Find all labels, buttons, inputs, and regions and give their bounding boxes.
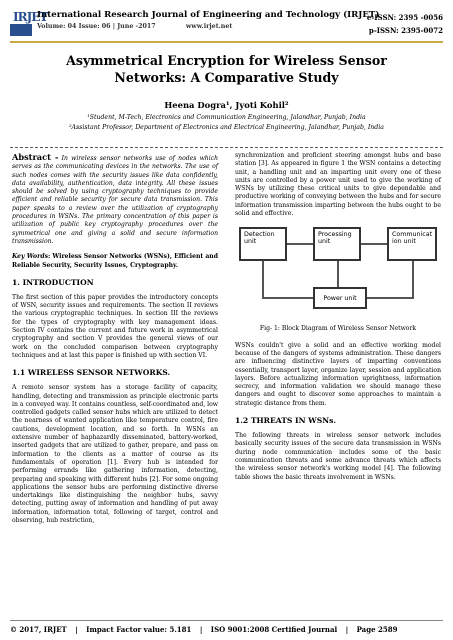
left-column — [12, 152, 218, 532]
affiliation-2: ²Assistant Professor, Department of Electronics and Electrical Engineering, Jalandhar, Punjab, India — [69, 124, 384, 131]
issn-block — [367, 11, 443, 37]
section-separator — [10, 147, 443, 148]
communication-unit-box: Communicat ion unit — [387, 227, 437, 261]
footer-impact-factor: Impact Factor value: 5.181 — [86, 625, 192, 634]
header-rule — [10, 41, 443, 43]
heading-threats: 1.2 THREATS IN WSNs. — [235, 416, 337, 426]
block-diagram — [235, 225, 441, 321]
wsn-text: A remote sensor system has a storage facility of capacity, handling, detecting and transmission as principle electronic parts in a conveyed way. It contains countless, self-coordinated and, low controlled gadgets called sensor hubs which are utilized to detect the nearness of wanted application like temperature control, fire cautions, development location, and so forth. In WSNs an extensive number of haphazardly disseminated, battery-worked, inserted gadgets that are utilized to gather, prepare, and pass on information to the clients as a matter of course as its fundamentals of operation [1]. Every hub is intended for performing errands like gathering information, detecting, preparing and speaking with different hubs [2]. For some ongoing applications the sensor hubs are performing distinctive diverse undertakings like distinguishing the neighbor hubs, savvy detecting, putting away of information and handling of put away information, information total, following of target, control and observing, hub restriction, — [12, 384, 218, 524]
heading-wsn: 1.1 WIRELESS SENSOR NETWORKS. — [12, 368, 171, 378]
right-paragraph-1: synchronization and proficient steering amongst hubs and base station [3]. As appeared in figure 1 the WSN contains a detecting unit, a handling unit and an imparting unit every one of these units are controlled by a power unit used to give the working of WSNs by utilizing these critical units to give dependable and productive working of conveying between the hubs and for secure information transmission imparting between the hubs ought to be solid and effective. — [235, 152, 441, 218]
right-column — [235, 152, 441, 489]
keywords-label: Key Words — [12, 253, 49, 261]
right-paragraph-3: The following threats in wireless sensor network includes basically security issues of the secure data transmission in WSNs during node communication includes some of the basic communication threats and some advance threats which affects the wireless sensor network's working model [4]. The following table shows the basic threats involvement in WSNs. — [235, 432, 441, 481]
abstract-label: Abstract - — [12, 152, 59, 162]
footer-page-number: Page 2589 — [356, 625, 398, 634]
keywords — [12, 253, 218, 270]
line-detection-power — [262, 297, 313, 299]
affiliation-1: ¹Student, M-Tech, Electronics and Communication Engineering, Jalandhar, Punjab, India — [87, 114, 366, 121]
line-detection-down — [262, 261, 264, 299]
logo-bar — [10, 24, 32, 36]
detection-unit-box: Detection unit — [239, 227, 287, 261]
figure-caption: Fig- 1: Block Diagram of Wireless Sensor Network — [259, 325, 417, 333]
journal-website[interactable]: www.irjet.net — [185, 23, 233, 30]
line-communication-down — [412, 261, 414, 299]
right-paragraph-2: WSNs couldn't give a solid and an effective working model because of the dangers of systems administration. These dangers are influencing distinctive layers of imparting conventions essentially, transport layer, organize layer, session and application layers. Before actualizing information uprightness, information secrecy, and information validation we should manage these dangers and ought to discover some approaches to maintain a strategic distance from them. — [235, 341, 441, 407]
eissn: e-ISSN: 2395 -0056 — [366, 13, 443, 22]
paper-authors: Heena Dogra¹, Jyoti Kohil² — [164, 100, 289, 110]
pissn: p-ISSN: 2395-0072 — [368, 26, 443, 35]
journal-subline — [37, 23, 260, 30]
volume-issue: Volume: 04 Issue: 06 | June -2017 — [37, 23, 156, 30]
footer-sep-3: | — [345, 625, 349, 634]
line-processing-power — [337, 261, 339, 287]
power-unit-box: Power unit — [313, 287, 367, 309]
keywords-text: : Wireless Sensor Networks (WSNs), Efficient and Reliable Security, Security Issues, Cryptography. — [12, 253, 219, 269]
logo-text: IRJET — [13, 10, 48, 24]
line-communication-power — [367, 297, 414, 299]
footer-iso: ISO 9001:2008 Certified Journal — [210, 625, 338, 634]
processing-unit-box: Processing unit — [313, 227, 361, 261]
arrow-detection-processing — [287, 243, 313, 245]
irjet-logo — [10, 9, 48, 37]
arrow-processing-communication — [361, 243, 387, 245]
page-footer — [10, 620, 443, 634]
footer-copyright: © 2017, IRJET — [10, 625, 67, 634]
footer-sep-2: | — [199, 625, 203, 634]
abstract-text: In wireless sensor networks use of nodes which serves as the communicating devices in the networks. The use of such nodes comes with the security issues like data confidently, data availability, authentication, data integrity. All these issues should be solved by using cryptography techniques to provide efficient and reliable security for secure data transmission. This paper speaks to a review over the utilization of cryptography procedures in WSNs. The primary concentration of this paper is utilization of public key cryptography procedures over the symmetrical one and giving a solid and secure information transmission. — [12, 155, 218, 245]
paper-title: Asymmetrical Encryption for Wireless Sensor Networks: A Comparative Study — [66, 53, 387, 85]
footer-sep-1: | — [75, 625, 78, 634]
heading-introduction: 1. INTRODUCTION — [12, 277, 94, 287]
journal-header — [10, 8, 443, 44]
abstract — [12, 152, 218, 246]
journal-title: International Research Journal of Engineering and Technology (IRJET) — [37, 10, 380, 20]
introduction-text: The first section of this paper provides the introductory concepts of WSN, security issues and requirements. The section II reviews the various cryptographic techniques. In section III the reviews for the types of cryptography with key management ideas. Section IV contains the current and future work in asymmetrical cryptography and section V provides the general views of our work on the concluded comparison between cryptography techniques and at last this paper is finished up with section VI. — [12, 293, 218, 359]
